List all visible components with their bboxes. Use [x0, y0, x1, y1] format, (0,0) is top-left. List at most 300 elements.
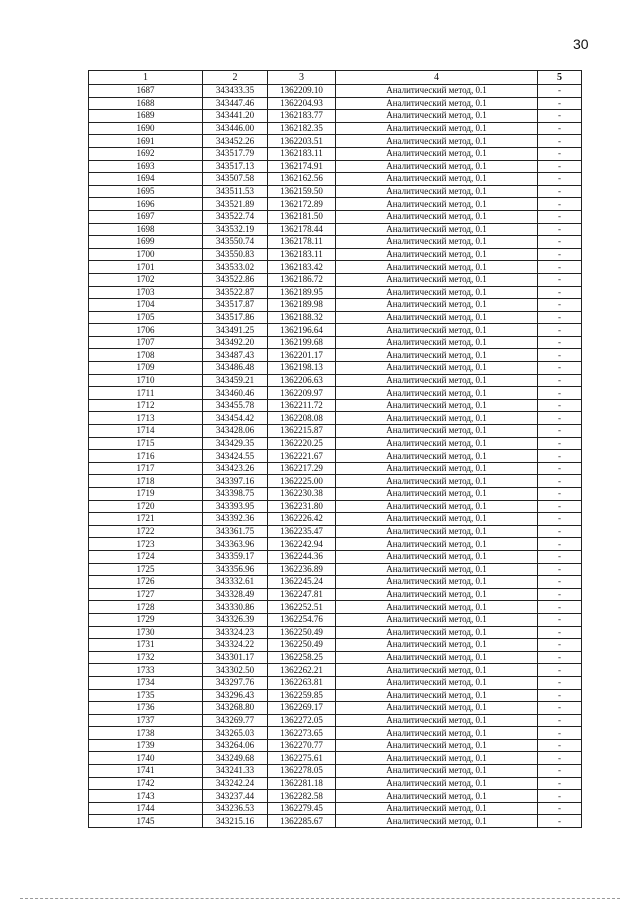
x-coordinate-cell: 343452.26: [203, 135, 268, 148]
y-coordinate-cell: 1362159.50: [268, 185, 336, 198]
y-coordinate-cell: 1362236.89: [268, 563, 336, 576]
y-coordinate-cell: 1362226.42: [268, 513, 336, 526]
y-coordinate-cell: 1362270.77: [268, 739, 336, 752]
table-row: [89, 689, 582, 702]
method-cell: Аналитический метод, 0.1: [336, 97, 538, 110]
y-coordinate-cell: 1362189.98: [268, 299, 336, 312]
y-coordinate-cell: 1362183.77: [268, 110, 336, 123]
table-row: [89, 588, 582, 601]
x-coordinate-cell: 343486.48: [203, 362, 268, 375]
note-cell: -: [538, 387, 582, 400]
x-coordinate-cell: 343356.96: [203, 563, 268, 576]
point-number-cell: 1742: [89, 777, 203, 790]
method-cell: Аналитический метод, 0.1: [336, 765, 538, 778]
page-number: 30: [573, 36, 589, 52]
x-coordinate-cell: 343455.78: [203, 399, 268, 412]
point-number-cell: 1687: [89, 85, 203, 98]
y-coordinate-cell: 1362178.44: [268, 223, 336, 236]
method-cell: Аналитический метод, 0.1: [336, 488, 538, 501]
method-cell: Аналитический метод, 0.1: [336, 727, 538, 740]
y-coordinate-cell: 1362209.10: [268, 85, 336, 98]
x-coordinate-cell: 343393.95: [203, 500, 268, 513]
y-coordinate-cell: 1362188.32: [268, 311, 336, 324]
method-cell: Аналитический метод, 0.1: [336, 437, 538, 450]
y-coordinate-cell: 1362211.72: [268, 399, 336, 412]
point-number-cell: 1711: [89, 387, 203, 400]
x-coordinate-cell: 343397.16: [203, 475, 268, 488]
table-row: [89, 651, 582, 664]
point-number-cell: 1688: [89, 97, 203, 110]
y-coordinate-cell: 1362182.35: [268, 122, 336, 135]
note-cell: -: [538, 425, 582, 438]
point-number-cell: 1706: [89, 324, 203, 337]
note-cell: -: [538, 576, 582, 589]
x-coordinate-cell: 343532.19: [203, 223, 268, 236]
point-number-cell: 1732: [89, 651, 203, 664]
y-coordinate-cell: 1362250.49: [268, 626, 336, 639]
y-coordinate-cell: 1362258.25: [268, 651, 336, 664]
point-number-cell: 1733: [89, 664, 203, 677]
table-row: [89, 563, 582, 576]
y-coordinate-cell: 1362178.11: [268, 236, 336, 249]
x-coordinate-cell: 343522.86: [203, 273, 268, 286]
table-header-row: [89, 71, 582, 85]
method-cell: Аналитический метод, 0.1: [336, 210, 538, 223]
note-cell: -: [538, 135, 582, 148]
table-row: [89, 223, 582, 236]
note-cell: -: [538, 550, 582, 563]
note-cell: -: [538, 639, 582, 652]
point-number-cell: 1729: [89, 613, 203, 626]
y-coordinate-cell: 1362259.85: [268, 689, 336, 702]
note-cell: -: [538, 739, 582, 752]
method-cell: Аналитический метод, 0.1: [336, 613, 538, 626]
y-coordinate-cell: 1362250.49: [268, 639, 336, 652]
point-number-cell: 1715: [89, 437, 203, 450]
point-number-cell: 1689: [89, 110, 203, 123]
x-coordinate-cell: 343324.22: [203, 639, 268, 652]
x-coordinate-cell: 343359.17: [203, 550, 268, 563]
method-cell: Аналитический метод, 0.1: [336, 576, 538, 589]
method-cell: Аналитический метод, 0.1: [336, 85, 538, 98]
table-row: [89, 412, 582, 425]
point-number-cell: 1727: [89, 588, 203, 601]
table-row: [89, 160, 582, 173]
point-number-cell: 1700: [89, 248, 203, 261]
note-cell: -: [538, 362, 582, 375]
point-number-cell: 1735: [89, 689, 203, 702]
note-cell: -: [538, 286, 582, 299]
y-coordinate-cell: 1362281.18: [268, 777, 336, 790]
method-cell: Аналитический метод, 0.1: [336, 261, 538, 274]
note-cell: -: [538, 462, 582, 475]
table-row: [89, 349, 582, 362]
method-cell: Аналитический метод, 0.1: [336, 122, 538, 135]
table-row: [89, 110, 582, 123]
note-cell: -: [538, 299, 582, 312]
table-row: [89, 626, 582, 639]
column-header-4: 4: [336, 71, 538, 85]
point-number-cell: 1699: [89, 236, 203, 249]
y-coordinate-cell: 1362206.63: [268, 374, 336, 387]
table-row: [89, 374, 582, 387]
method-cell: Аналитический метод, 0.1: [336, 173, 538, 186]
method-cell: Аналитический метод, 0.1: [336, 664, 538, 677]
x-coordinate-cell: 343269.77: [203, 714, 268, 727]
point-number-cell: 1738: [89, 727, 203, 740]
method-cell: Аналитический метод, 0.1: [336, 286, 538, 299]
method-cell: Аналитический метод, 0.1: [336, 147, 538, 160]
table-row: [89, 311, 582, 324]
point-number-cell: 1745: [89, 815, 203, 828]
table-row: [89, 248, 582, 261]
note-cell: -: [538, 85, 582, 98]
y-coordinate-cell: 1362273.65: [268, 727, 336, 740]
table-row: [89, 198, 582, 211]
x-coordinate-cell: 343330.86: [203, 601, 268, 614]
table-body: [89, 85, 582, 828]
table-row: [89, 450, 582, 463]
table-row: [89, 399, 582, 412]
point-number-cell: 1718: [89, 475, 203, 488]
y-coordinate-cell: 1362252.51: [268, 601, 336, 614]
x-coordinate-cell: 343507.58: [203, 173, 268, 186]
y-coordinate-cell: 1362279.45: [268, 802, 336, 815]
table-row: [89, 135, 582, 148]
table-row: [89, 601, 582, 614]
method-cell: Аналитический метод, 0.1: [336, 387, 538, 400]
point-number-cell: 1717: [89, 462, 203, 475]
table-row: [89, 173, 582, 186]
note-cell: -: [538, 97, 582, 110]
point-number-cell: 1692: [89, 147, 203, 160]
y-coordinate-cell: 1362262.21: [268, 664, 336, 677]
point-number-cell: 1731: [89, 639, 203, 652]
method-cell: Аналитический метод, 0.1: [336, 626, 538, 639]
table-row: [89, 664, 582, 677]
y-coordinate-cell: 1362209.97: [268, 387, 336, 400]
y-coordinate-cell: 1362263.81: [268, 676, 336, 689]
method-cell: Аналитический метод, 0.1: [336, 374, 538, 387]
note-cell: -: [538, 702, 582, 715]
point-number-cell: 1713: [89, 412, 203, 425]
method-cell: Аналитический метод, 0.1: [336, 349, 538, 362]
y-coordinate-cell: 1362220.25: [268, 437, 336, 450]
y-coordinate-cell: 1362183.42: [268, 261, 336, 274]
table-row: [89, 299, 582, 312]
y-coordinate-cell: 1362245.24: [268, 576, 336, 589]
point-number-cell: 1737: [89, 714, 203, 727]
table-row: [89, 324, 582, 337]
method-cell: Аналитический метод, 0.1: [336, 311, 538, 324]
point-number-cell: 1720: [89, 500, 203, 513]
y-coordinate-cell: 1362278.05: [268, 765, 336, 778]
point-number-cell: 1723: [89, 538, 203, 551]
x-coordinate-cell: 343392.36: [203, 513, 268, 526]
note-cell: -: [538, 752, 582, 765]
note-cell: -: [538, 475, 582, 488]
table-row: [89, 362, 582, 375]
table-row: [89, 462, 582, 475]
table-row: [89, 702, 582, 715]
x-coordinate-cell: 343550.83: [203, 248, 268, 261]
point-number-cell: 1710: [89, 374, 203, 387]
point-number-cell: 1739: [89, 739, 203, 752]
point-number-cell: 1695: [89, 185, 203, 198]
y-coordinate-cell: 1362230.38: [268, 488, 336, 501]
table-row: [89, 714, 582, 727]
y-coordinate-cell: 1362201.17: [268, 349, 336, 362]
table-row: [89, 85, 582, 98]
y-coordinate-cell: 1362254.76: [268, 613, 336, 626]
method-cell: Аналитический метод, 0.1: [336, 160, 538, 173]
method-cell: Аналитический метод, 0.1: [336, 185, 538, 198]
method-cell: Аналитический метод, 0.1: [336, 639, 538, 652]
method-cell: Аналитический метод, 0.1: [336, 538, 538, 551]
point-number-cell: 1721: [89, 513, 203, 526]
note-cell: -: [538, 790, 582, 803]
y-coordinate-cell: 1362162.56: [268, 173, 336, 186]
table-row: [89, 639, 582, 652]
x-coordinate-cell: 343550.74: [203, 236, 268, 249]
method-cell: Аналитический метод, 0.1: [336, 702, 538, 715]
x-coordinate-cell: 343237.44: [203, 790, 268, 803]
x-coordinate-cell: 343423.26: [203, 462, 268, 475]
x-coordinate-cell: 343487.43: [203, 349, 268, 362]
method-cell: Аналитический метод, 0.1: [336, 475, 538, 488]
x-coordinate-cell: 343533.02: [203, 261, 268, 274]
method-cell: Аналитический метод, 0.1: [336, 802, 538, 815]
note-cell: -: [538, 777, 582, 790]
y-coordinate-cell: 1362203.51: [268, 135, 336, 148]
table-row: [89, 765, 582, 778]
point-number-cell: 1708: [89, 349, 203, 362]
table-row: [89, 286, 582, 299]
method-cell: Аналитический метод, 0.1: [336, 563, 538, 576]
note-cell: -: [538, 374, 582, 387]
x-coordinate-cell: 343454.42: [203, 412, 268, 425]
x-coordinate-cell: 343236.53: [203, 802, 268, 815]
note-cell: -: [538, 727, 582, 740]
x-coordinate-cell: 343517.79: [203, 147, 268, 160]
y-coordinate-cell: 1362183.11: [268, 248, 336, 261]
point-number-cell: 1693: [89, 160, 203, 173]
column-header-5: 5: [538, 71, 582, 85]
table-row: [89, 387, 582, 400]
method-cell: Аналитический метод, 0.1: [336, 739, 538, 752]
note-cell: -: [538, 613, 582, 626]
point-number-cell: 1691: [89, 135, 203, 148]
x-coordinate-cell: 343249.68: [203, 752, 268, 765]
x-coordinate-cell: 343521.89: [203, 198, 268, 211]
method-cell: Аналитический метод, 0.1: [336, 324, 538, 337]
y-coordinate-cell: 1362204.93: [268, 97, 336, 110]
y-coordinate-cell: 1362235.47: [268, 525, 336, 538]
method-cell: Аналитический метод, 0.1: [336, 525, 538, 538]
note-cell: -: [538, 513, 582, 526]
note-cell: -: [538, 147, 582, 160]
point-number-cell: 1730: [89, 626, 203, 639]
table-row: [89, 437, 582, 450]
note-cell: -: [538, 563, 582, 576]
y-coordinate-cell: 1362225.00: [268, 475, 336, 488]
note-cell: -: [538, 689, 582, 702]
y-coordinate-cell: 1362172.89: [268, 198, 336, 211]
y-coordinate-cell: 1362242.94: [268, 538, 336, 551]
column-header-3: 3: [268, 71, 336, 85]
y-coordinate-cell: 1362231.80: [268, 500, 336, 513]
method-cell: Аналитический метод, 0.1: [336, 223, 538, 236]
table-row: [89, 538, 582, 551]
note-cell: -: [538, 223, 582, 236]
x-coordinate-cell: 343433.35: [203, 85, 268, 98]
point-number-cell: 1734: [89, 676, 203, 689]
point-number-cell: 1696: [89, 198, 203, 211]
y-coordinate-cell: 1362199.68: [268, 336, 336, 349]
point-number-cell: 1741: [89, 765, 203, 778]
y-coordinate-cell: 1362221.67: [268, 450, 336, 463]
method-cell: Аналитический метод, 0.1: [336, 550, 538, 563]
x-coordinate-cell: 343398.75: [203, 488, 268, 501]
x-coordinate-cell: 343241.33: [203, 765, 268, 778]
method-cell: Аналитический метод, 0.1: [336, 399, 538, 412]
y-coordinate-cell: 1362282.58: [268, 790, 336, 803]
table-row: [89, 236, 582, 249]
x-coordinate-cell: 343265.03: [203, 727, 268, 740]
note-cell: -: [538, 437, 582, 450]
point-number-cell: 1714: [89, 425, 203, 438]
x-coordinate-cell: 343428.06: [203, 425, 268, 438]
x-coordinate-cell: 343363.96: [203, 538, 268, 551]
method-cell: Аналитический метод, 0.1: [336, 651, 538, 664]
point-number-cell: 1724: [89, 550, 203, 563]
note-cell: -: [538, 349, 582, 362]
y-coordinate-cell: 1362217.29: [268, 462, 336, 475]
note-cell: -: [538, 714, 582, 727]
table-row: [89, 210, 582, 223]
table-row: [89, 425, 582, 438]
table-row: [89, 802, 582, 815]
note-cell: -: [538, 236, 582, 249]
point-number-cell: 1716: [89, 450, 203, 463]
x-coordinate-cell: 343268.80: [203, 702, 268, 715]
note-cell: -: [538, 676, 582, 689]
x-coordinate-cell: 343517.86: [203, 311, 268, 324]
point-number-cell: 1697: [89, 210, 203, 223]
note-cell: -: [538, 273, 582, 286]
note-cell: -: [538, 122, 582, 135]
x-coordinate-cell: 343302.50: [203, 664, 268, 677]
x-coordinate-cell: 343429.35: [203, 437, 268, 450]
y-coordinate-cell: 1362198.13: [268, 362, 336, 375]
note-cell: -: [538, 324, 582, 337]
method-cell: Аналитический метод, 0.1: [336, 815, 538, 828]
note-cell: -: [538, 160, 582, 173]
table-row: [89, 185, 582, 198]
x-coordinate-cell: 343296.43: [203, 689, 268, 702]
table-row: [89, 500, 582, 513]
note-cell: -: [538, 198, 582, 211]
point-number-cell: 1728: [89, 601, 203, 614]
note-cell: -: [538, 248, 582, 261]
table-row: [89, 576, 582, 589]
x-coordinate-cell: 343460.46: [203, 387, 268, 400]
point-number-cell: 1712: [89, 399, 203, 412]
note-cell: -: [538, 588, 582, 601]
x-coordinate-cell: 343242.24: [203, 777, 268, 790]
bottom-scan-edge: [20, 898, 620, 899]
method-cell: Аналитический метод, 0.1: [336, 248, 538, 261]
point-number-cell: 1690: [89, 122, 203, 135]
point-number-cell: 1744: [89, 802, 203, 815]
method-cell: Аналитический метод, 0.1: [336, 336, 538, 349]
y-coordinate-cell: 1362183.11: [268, 147, 336, 160]
table-row: [89, 475, 582, 488]
note-cell: -: [538, 651, 582, 664]
method-cell: Аналитический метод, 0.1: [336, 513, 538, 526]
point-number-cell: 1707: [89, 336, 203, 349]
method-cell: Аналитический метод, 0.1: [336, 135, 538, 148]
point-number-cell: 1722: [89, 525, 203, 538]
table-row: [89, 727, 582, 740]
method-cell: Аналитический метод, 0.1: [336, 198, 538, 211]
x-coordinate-cell: 343328.49: [203, 588, 268, 601]
x-coordinate-cell: 343215.16: [203, 815, 268, 828]
y-coordinate-cell: 1362189.95: [268, 286, 336, 299]
note-cell: -: [538, 601, 582, 614]
x-coordinate-cell: 343361.75: [203, 525, 268, 538]
point-number-cell: 1719: [89, 488, 203, 501]
x-coordinate-cell: 343517.87: [203, 299, 268, 312]
method-cell: Аналитический метод, 0.1: [336, 450, 538, 463]
note-cell: -: [538, 173, 582, 186]
table-row: [89, 777, 582, 790]
point-number-cell: 1736: [89, 702, 203, 715]
note-cell: -: [538, 110, 582, 123]
method-cell: Аналитический метод, 0.1: [336, 412, 538, 425]
y-coordinate-cell: 1362244.36: [268, 550, 336, 563]
method-cell: Аналитический метод, 0.1: [336, 714, 538, 727]
column-header-1: 1: [89, 71, 203, 85]
y-coordinate-cell: 1362174.91: [268, 160, 336, 173]
y-coordinate-cell: 1362215.87: [268, 425, 336, 438]
x-coordinate-cell: 343264.06: [203, 739, 268, 752]
point-number-cell: 1704: [89, 299, 203, 312]
y-coordinate-cell: 1362208.08: [268, 412, 336, 425]
x-coordinate-cell: 343492.20: [203, 336, 268, 349]
method-cell: Аналитический метод, 0.1: [336, 110, 538, 123]
table-row: [89, 790, 582, 803]
note-cell: -: [538, 336, 582, 349]
point-number-cell: 1740: [89, 752, 203, 765]
method-cell: Аналитический метод, 0.1: [336, 777, 538, 790]
point-number-cell: 1694: [89, 173, 203, 186]
note-cell: -: [538, 210, 582, 223]
table-row: [89, 752, 582, 765]
table-row: [89, 525, 582, 538]
point-number-cell: 1709: [89, 362, 203, 375]
y-coordinate-cell: 1362269.17: [268, 702, 336, 715]
x-coordinate-cell: 343424.55: [203, 450, 268, 463]
point-number-cell: 1743: [89, 790, 203, 803]
x-coordinate-cell: 343522.74: [203, 210, 268, 223]
method-cell: Аналитический метод, 0.1: [336, 689, 538, 702]
table-row: [89, 815, 582, 828]
method-cell: Аналитический метод, 0.1: [336, 752, 538, 765]
y-coordinate-cell: 1362272.05: [268, 714, 336, 727]
x-coordinate-cell: 343326.39: [203, 613, 268, 626]
x-coordinate-cell: 343297.76: [203, 676, 268, 689]
